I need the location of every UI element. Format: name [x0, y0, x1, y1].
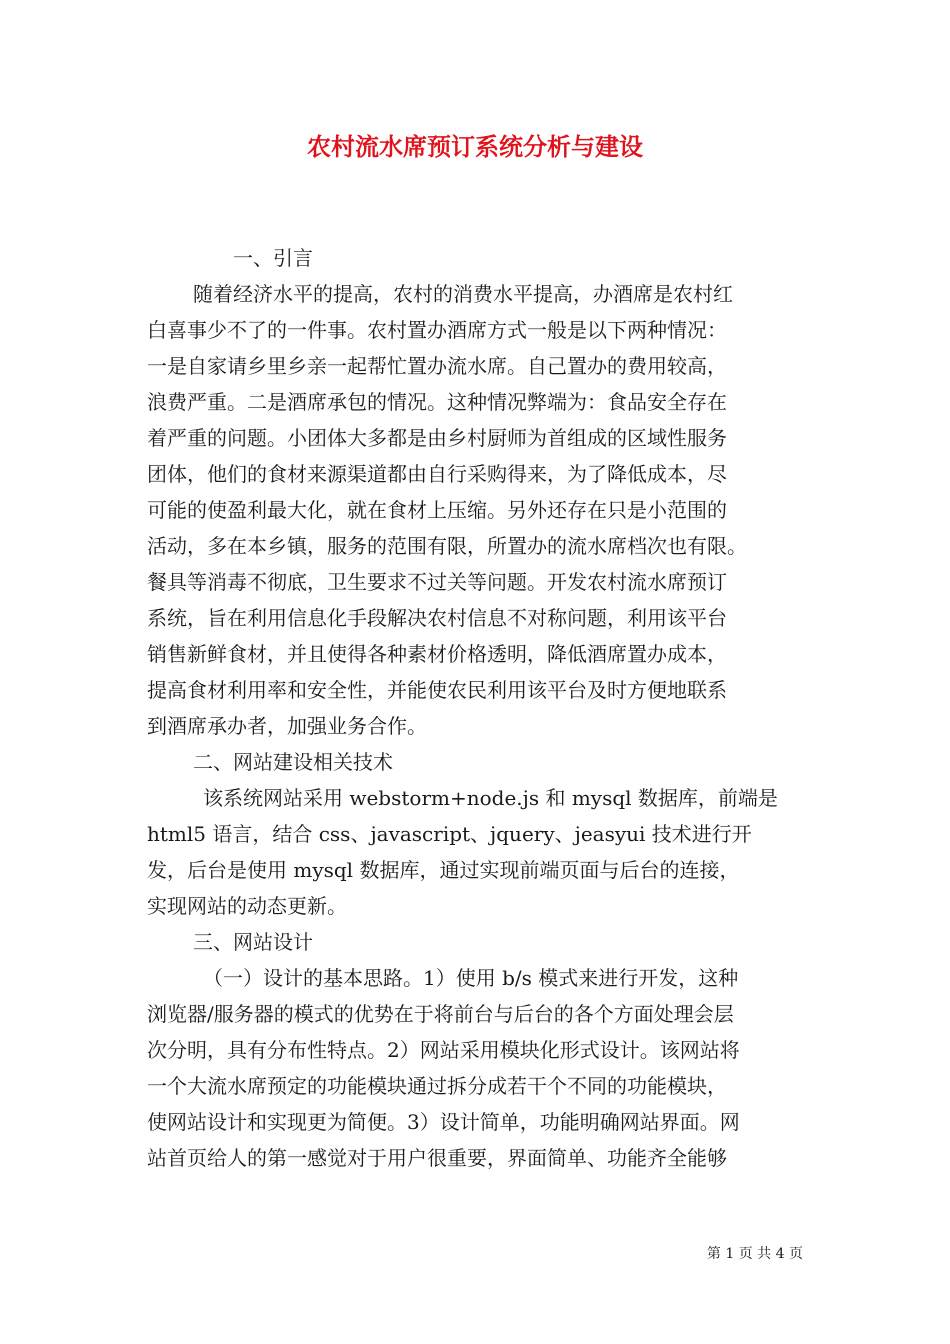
paragraph-line: 次分明，具有分布性特点。2）网站采用模块化形式设计。该网站将: [147, 1038, 740, 1062]
paragraph-line: 随着经济水平的提高，农村的消费水平提高，办酒席是农村红: [193, 282, 733, 306]
paragraph-line: 发，后台是使用 mysql 数据库，通过实现前端页面与后台的连接，: [147, 858, 740, 882]
paragraph-line: 餐具等消毒不彻底，卫生要求不过关等问题。开发农村流水席预订: [147, 570, 727, 594]
heading-tech: 二、网站建设相关技术: [193, 750, 393, 774]
paragraph-line: 可能的使盈利最大化，就在食材上压缩。另外还存在只是小范围的: [147, 498, 727, 522]
paragraph-line: 着严重的问题。小团体大多都是由乡村厨师为首组成的区域性服务: [147, 426, 727, 450]
paragraph-line: 到酒席承办者，加强业务合作。: [147, 714, 427, 738]
paragraph-line: 活动，多在本乡镇，服务的范围有限，所置办的流水席档次也有限。: [147, 534, 747, 558]
page-title: 农村流水席预订系统分析与建设: [307, 132, 643, 161]
paragraph-line: 使网站设计和实现更为简便。3）设计简单，功能明确网站界面。网: [147, 1110, 740, 1134]
paragraph-line: 一个大流水席预定的功能模块通过拆分成若干个不同的功能模块，: [147, 1074, 727, 1098]
paragraph-line: 该系统网站采用 webstorm+node.js 和 mysql 数据库，前端是: [203, 786, 778, 810]
page-footer: 第 1 页 共 4 页: [706, 1246, 803, 1262]
paragraph-line: 一是自家请乡里乡亲一起帮忙置办流水席。自己置办的费用较高，: [147, 354, 727, 378]
paragraph-line: 浪费严重。二是酒席承包的情况。这种情况弊端为：食品安全存在: [147, 390, 727, 414]
paragraph-line: （一）设计的基本思路。1）使用 b/s 模式来进行开发，这种: [203, 966, 739, 990]
paragraph-line: 团体，他们的食材来源渠道都由自行采购得来，为了降低成本，尽: [147, 462, 727, 486]
heading-design: 三、网站设计: [193, 930, 313, 954]
paragraph-line: 站首页给人的第一感觉对于用户很重要，界面简单、功能齐全能够: [147, 1146, 727, 1170]
paragraph-line: 销售新鲜食材，并且使得各种素材价格透明，降低酒席置办成本，: [147, 642, 727, 666]
paragraph-line: html5 语言，结合 css、javascript、jquery、jeasyui 技术进行开: [147, 822, 752, 846]
paragraph-line: 提高食材利用率和安全性，并能使农民利用该平台及时方便地联系: [147, 678, 727, 702]
heading-intro: 一、引言: [233, 246, 313, 270]
paragraph-line: 系统，旨在利用信息化手段解决农村信息不对称问题，利用该平台: [147, 606, 727, 630]
paragraph-line: 白喜事少不了的一件事。农村置办酒席方式一般是以下两种情况：: [147, 318, 727, 342]
paragraph-line: 浏览器/服务器的模式的优势在于将前台与后台的各个方面处理会层: [147, 1002, 734, 1026]
paragraph-line: 实现网站的动态更新。: [147, 894, 347, 918]
